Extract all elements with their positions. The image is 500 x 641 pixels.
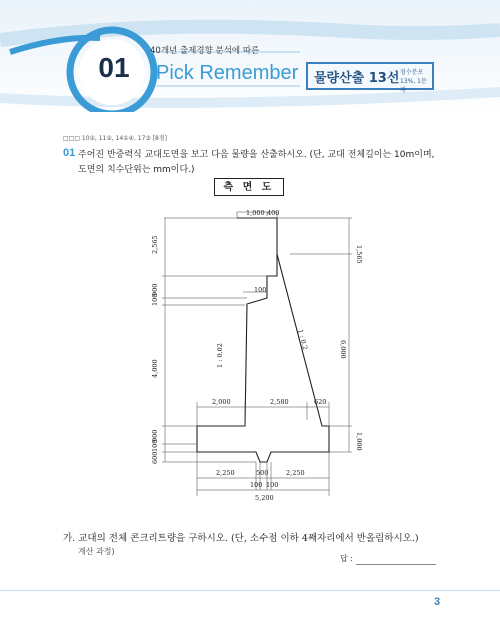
dim-1000-top: 1,000 [246,209,265,217]
dim-400-top: 400 [267,209,280,217]
question-meta: □□□ 10②, 11②, 14①④, 17③ [8점] [63,135,167,142]
badge-score-value: 13%, 1문제 [400,78,427,94]
dim-100-step: 100 [254,286,267,294]
slope-1-0.2: 1 : 0.2 [296,328,310,351]
dim-1565: 1,565 [355,245,363,264]
dim-100-left: 100 [151,293,159,306]
slope-1-0.02: 1 : 0.02 [216,343,224,368]
dim-2250-right: 2,250 [286,469,305,477]
header-title: Pick Remember [156,62,299,84]
dim-900-base: 900 [151,429,159,442]
dim-2580: 2,580 [270,398,289,406]
dim-2565: 2,565 [151,235,159,254]
answer-blank[interactable] [356,564,436,565]
dim-600: 600 [151,451,159,464]
calc-label: 계산 과정) [78,547,115,556]
dim-100-key-left: 100 [250,481,263,489]
dim-100-base: 100 [151,439,159,452]
subquestion-text: 가. 교대의 전체 콘크리트량을 구하시오. (단, 소수점 이하 4째자리에서 반올림하시오.) [63,533,419,544]
badge-title: 물량산출 13선 [314,71,400,86]
abutment-outline [197,218,329,462]
dim-100-key-right: 100 [266,481,279,489]
header-subtitle: 40개년 출제경향 분석에 따른 [150,46,260,56]
question-text-line2: 도면의 치수단위는 mm이다.) [78,165,195,175]
chapter-number: 01 [98,52,130,83]
dim-900-top: 900 [151,283,159,296]
question-number: 01 [63,147,76,159]
drawing-title: 측 면 도 [214,178,284,196]
footer-divider [0,590,500,591]
badge-score-label: 점수분포 [400,69,424,76]
dim-2250-left: 2,250 [216,469,235,477]
answer-label: 답 : [340,554,353,563]
page-number: 3 [434,596,441,608]
dim-620: 620 [314,398,327,406]
dim-500: 500 [256,469,269,477]
dim-5200: 5,200 [255,494,274,502]
dim-4000: 4,000 [151,359,159,378]
dim-2000: 2,000 [212,398,231,406]
dim-6000: 6,000 [339,340,347,359]
dim-1000-base: 1,000 [355,432,363,451]
question-text-line1: 주어진 반중력식 교대도면을 보고 다음 물량을 산출하시오. (단, 교대 전체길이는 10m이며, [78,150,435,160]
